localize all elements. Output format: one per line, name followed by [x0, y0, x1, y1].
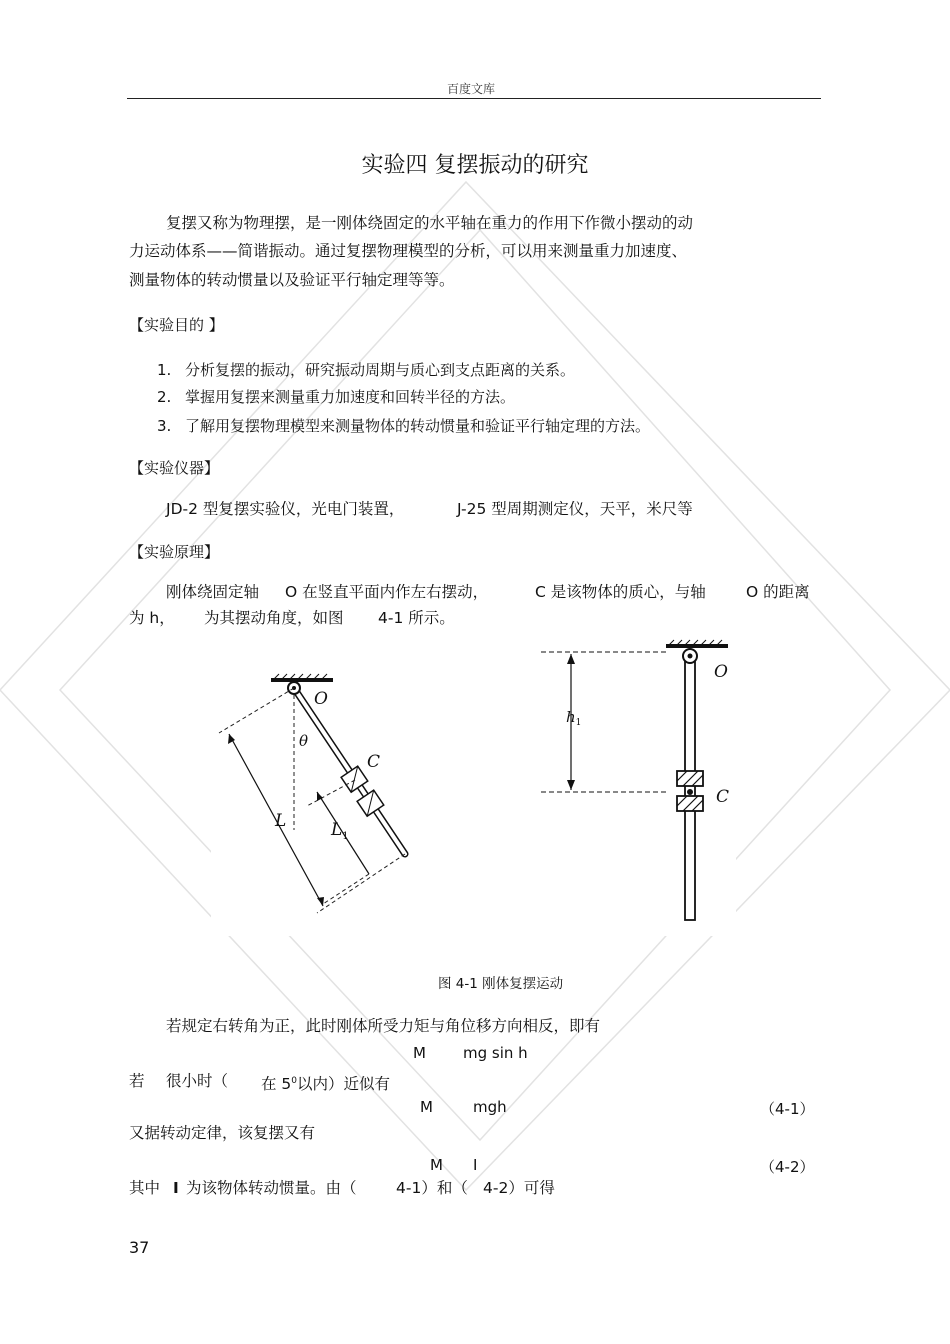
page-number: 37	[129, 1238, 150, 1257]
instrument-item-2: J-25 型周期测定仪，天平，米尺等	[457, 500, 693, 518]
purpose-item-3	[157, 415, 650, 436]
equation-3-rhs: I	[473, 1156, 478, 1174]
derivation-line-2c: 在 $5^0$以内）近似有	[261, 1075, 391, 1094]
length-label-l1: $L_1$	[331, 820, 349, 842]
equation-1-rhs: mg sin h	[463, 1044, 528, 1062]
derivation-line-2b: 很小时（	[166, 1072, 229, 1090]
equation-2-rhs: mgh	[473, 1098, 507, 1116]
equation-3-number: （4-2）	[760, 1158, 815, 1176]
section-purpose-heading: 【实验目的 】	[129, 316, 224, 334]
figure-caption: 图 4-1 刚体复摆运动	[438, 976, 564, 992]
section-instruments-heading: 【实验仪器】	[129, 459, 220, 477]
equation-2-lhs: M	[420, 1098, 433, 1116]
principle-text-a: 刚体绕固定轴	[166, 583, 260, 601]
equation-3-lhs: M	[430, 1156, 443, 1174]
derivation-line-4c: 为该物体转动惯量。由（	[186, 1179, 357, 1197]
list-text: 掌握用复摆来测量重力加速度和回转半径的方法。	[185, 388, 516, 406]
purpose-item-1	[157, 359, 575, 380]
intro-line-2: 力运动体系——简谐振动。通过复摆物理模型的分析，可以用来测量重力加速度、	[129, 242, 688, 260]
list-text: 分析复摆的振动，研究振动周期与质心到支点距离的关系。	[185, 361, 576, 379]
list-number: 2.	[157, 388, 172, 406]
equation-2-number: （4-1）	[760, 1100, 815, 1118]
derivation-line-2a: 若	[129, 1072, 145, 1090]
purpose-item-2	[157, 386, 515, 407]
derivation-line-4b: I	[173, 1179, 179, 1197]
principle-text-g: 4-1 所示。	[378, 609, 455, 627]
length-label-l: L	[275, 811, 287, 831]
derivation-line-4d: 4-1）和（	[396, 1179, 468, 1197]
list-number: 1.	[157, 361, 172, 379]
height-label-h1: $h_1$	[566, 708, 582, 728]
principle-text-c: C 是该物体的质心，与轴	[535, 583, 706, 601]
header-rule	[127, 98, 821, 99]
list-number: 3.	[157, 417, 172, 435]
principle-text-b: O 在竖直平面内作左右摆动，	[285, 583, 489, 601]
page-header: 百度文库	[447, 82, 496, 96]
derivation-line-1: 若规定右转角为正，此时刚体所受力矩与角位移方向相反，即有	[166, 1017, 601, 1035]
center-label-c-right: C	[716, 787, 730, 807]
list-text: 了解用复摆物理模型来测量物体的转动惯量和验证平行轴定理的方法。	[185, 417, 651, 435]
derivation-line-3: 又据转动定律，该复摆又有	[129, 1124, 316, 1142]
page-title: 实验四 复摆振动的研究	[361, 153, 589, 178]
principle-text-e: 为 h，	[129, 609, 175, 627]
center-label-c: C	[367, 752, 381, 772]
instrument-item-1: JD-2 型复摆实验仪，光电门装置，	[166, 500, 405, 518]
pivot-label-o-right: O	[714, 662, 728, 682]
equation-1-lhs: M	[413, 1044, 426, 1062]
pivot-label-o: O	[314, 689, 328, 709]
principle-text-f: 为其摆动角度，如图	[204, 609, 344, 627]
derivation-line-4e: 4-2）可得	[483, 1179, 555, 1197]
pendulum-figure	[211, 630, 736, 936]
section-principle-heading: 【实验原理】	[129, 543, 220, 561]
intro-line-3: 测量物体的转动惯量以及验证平行轴定理等等。	[129, 271, 455, 289]
angle-label-theta: θ	[299, 732, 309, 750]
principle-text-d: O 的距离	[746, 583, 810, 601]
derivation-line-4a: 其中	[129, 1179, 161, 1197]
intro-line-1: 复摆又称为物理摆，是一刚体绕固定的水平轴在重力的作用下作微小摆动的动	[166, 214, 694, 232]
